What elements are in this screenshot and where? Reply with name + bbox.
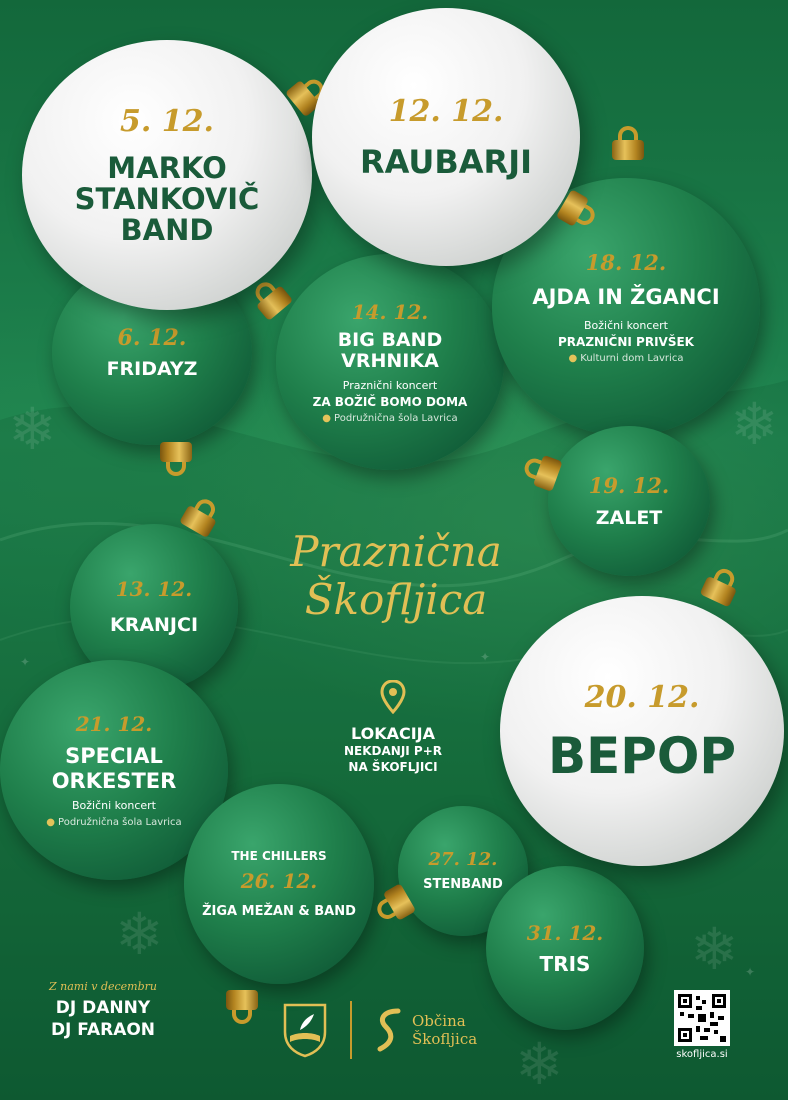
obcina-line1: Občina [412, 1012, 466, 1030]
event-name-line2: ORKESTER [51, 768, 177, 793]
dj-intro: Z nami v decembru [49, 980, 157, 993]
snowflake-icon: ❄ [730, 390, 779, 458]
ornament-cap-icon [222, 984, 262, 1024]
event-date: 31. 12. [526, 920, 604, 945]
event-concert-name: PRAZNIČNI PRIVŠEK [558, 334, 694, 349]
event-name-line2: VRHNIKA [341, 350, 439, 373]
event-name: KRANJCI [109, 614, 199, 637]
event-name: BEPOP [547, 726, 737, 785]
event-date: 27. 12. [428, 849, 498, 871]
ornament-cap-icon [608, 126, 648, 166]
location-pin-icon: ● [568, 353, 578, 365]
event-venue: ● Kulturni dom Lavrica [568, 353, 684, 365]
event-name: AJDA IN ŽGANCI [532, 284, 720, 309]
snowflake-icon: ❄ [515, 1030, 564, 1098]
website-url[interactable]: skofljica.si [676, 1049, 728, 1060]
logo-divider [350, 1001, 352, 1059]
event-concert-name: ZA BOŽIČ BOMO DOMA [312, 395, 468, 410]
dj-name-1: DJ DANNY [55, 998, 151, 1018]
snowflake-icon: ❄ [115, 900, 164, 968]
star-decoration: ✦ [20, 655, 31, 669]
event-date: 5. 12. [120, 103, 214, 139]
event-name: ZALET [595, 506, 663, 529]
ornament-cap-icon [156, 436, 196, 476]
event-date: 20. 12. [584, 679, 700, 715]
event-name-line1: MARKO [107, 150, 227, 185]
obcina-logo [374, 1007, 477, 1053]
location-pin-icon [380, 680, 406, 714]
ornament-marko-stankovic-band [22, 40, 312, 310]
event-date: 26. 12. [240, 868, 318, 893]
snowflake-icon: ❄ [690, 915, 739, 983]
event-title-line1: Praznična [290, 527, 502, 576]
event-date: 12. 12. [388, 94, 504, 130]
event-subtitle: Božični koncert [583, 319, 668, 333]
event-name-line1: BIG BAND [337, 328, 443, 351]
event-subtitle: Božični koncert [71, 798, 156, 812]
event-name: ŽIGA MEŽAN & BAND [202, 903, 356, 919]
event-date: 14. 12. [351, 299, 429, 324]
event-date: 19. 12. [588, 472, 670, 498]
event-date: 21. 12. [75, 712, 153, 737]
location-pin-icon: ● [46, 816, 56, 828]
ornament-ziga-mezan [184, 784, 374, 984]
event-name-line3: BAND [120, 213, 214, 248]
footer-logos [282, 998, 477, 1062]
ornament-big-band-vrhnika [276, 254, 504, 470]
dj-name-2: DJ FARAON [50, 1020, 156, 1041]
qr-code-icon[interactable] [674, 990, 730, 1046]
ornament-tris [486, 866, 644, 1030]
location-pin-icon: ● [322, 413, 332, 425]
event-venue: ● Podružnična šola Lavrica [46, 816, 182, 828]
ornament-zalet [548, 426, 710, 576]
crest-icon [282, 1002, 328, 1058]
location-block [322, 680, 464, 775]
qr-pattern [678, 994, 726, 1042]
star-decoration: ✦ [745, 965, 756, 979]
event-venue: ● Podružnična šola Lavrica [322, 413, 458, 425]
ornament-raubarji [312, 8, 580, 266]
obcina-name [412, 1012, 477, 1048]
event-name-line2: STANKOVIČ [74, 181, 260, 216]
event-name: STENBAND [423, 877, 503, 893]
event-title-line2: Škofljica [304, 575, 488, 625]
location-line1: NEKDANJI P+R [343, 744, 443, 758]
event-date: 18. 12. [585, 249, 667, 275]
obcina-line2: Škofljica [412, 1030, 478, 1048]
event-pre-artist: THE CHILLERS [231, 849, 327, 864]
event-title [256, 528, 536, 625]
ornament-bepop [500, 596, 784, 866]
star-decoration: ✦ [480, 650, 491, 664]
event-name: RAUBARJI [359, 143, 532, 182]
snowflake-icon: ❄ [8, 395, 57, 463]
dj-block [28, 980, 178, 1041]
obcina-logo-icon [374, 1007, 404, 1053]
event-subtitle: Praznični koncert [342, 379, 438, 393]
event-date: 6. 12. [117, 324, 187, 351]
location-label: LOKACIJA [350, 724, 436, 743]
event-name-line1: SPECIAL [65, 744, 163, 769]
event-name: TRIS [539, 951, 591, 976]
location-line2: NA ŠKOFLJICI [348, 760, 438, 775]
event-name: FRIDAYZ [106, 357, 198, 380]
event-date: 13. 12. [115, 577, 193, 602]
